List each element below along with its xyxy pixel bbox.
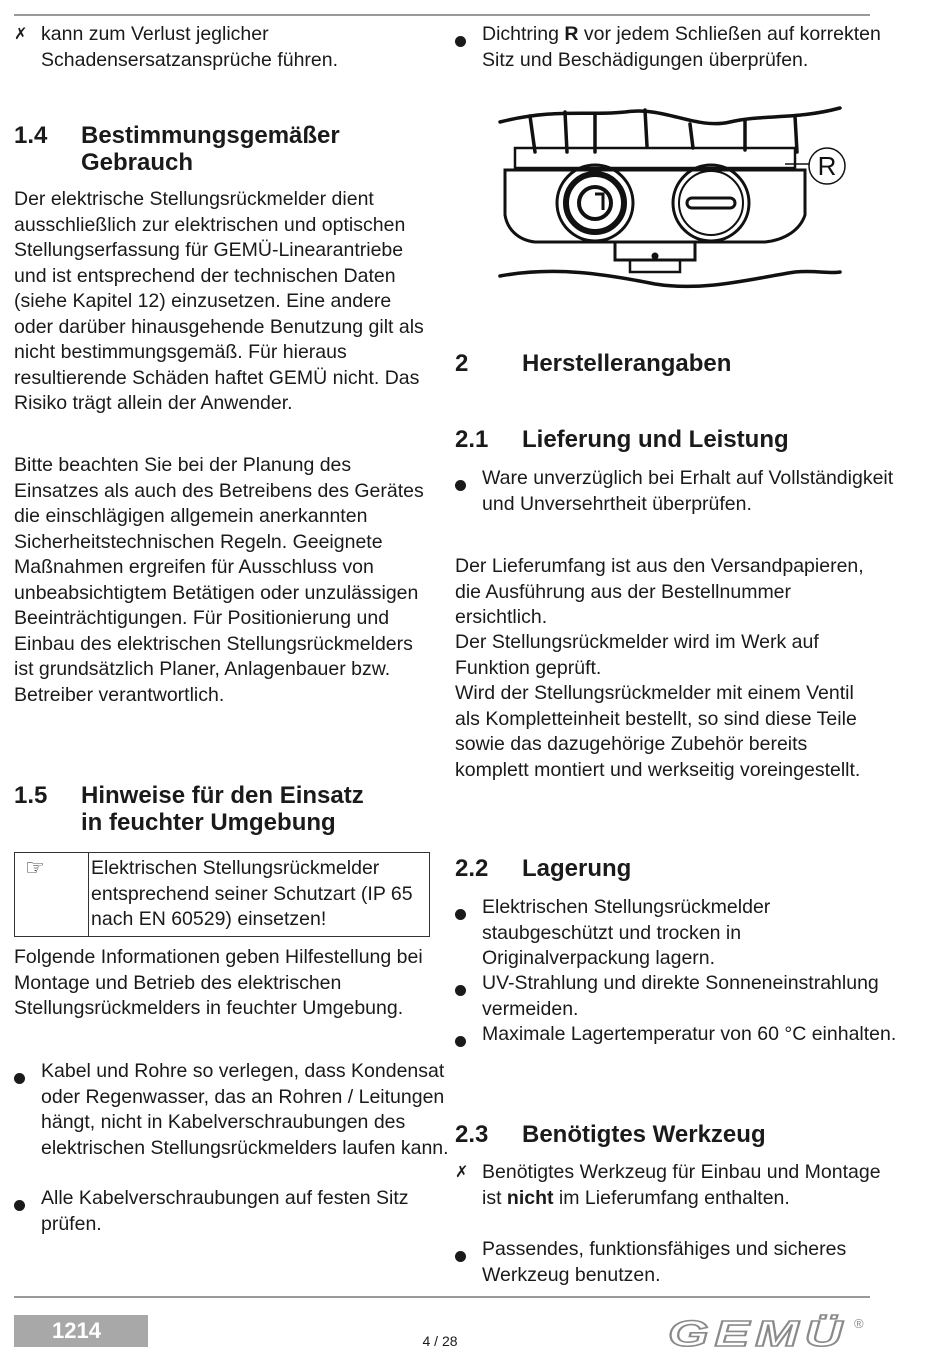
- list-item-text: Ware unverzüglich bei Erhalt auf Vollständigkeit und Unversehrtheit überprüfen.: [482, 467, 894, 515]
- list-item: [455, 971, 902, 1022]
- section-number: 2: [455, 350, 469, 377]
- section-2-1-heading: [455, 426, 875, 453]
- paragraph: Der Lieferumfang ist aus den Versandpapieren, die Ausführung aus der Bestellnummer ersichtlich.: [455, 555, 864, 628]
- list-item-text: UV-Strahlung und direkte Sonneneinstrahlung vermeiden.: [482, 972, 879, 1020]
- list-item-text: Alle Kabelverschraubungen auf festen Sitz prüfen.: [41, 1187, 409, 1235]
- list-item: [455, 466, 902, 517]
- section-1-4-heading: [14, 122, 432, 176]
- section-2-2-heading: [455, 855, 875, 882]
- document-number: 1214: [14, 1315, 148, 1347]
- section-title-line1: Bestimmungsgemäßer: [81, 122, 340, 149]
- section-title: Lieferung und Leistung: [522, 426, 789, 453]
- paragraph: Wird der Stellungsrückmelder mit einem Ventil als Kompletteinheit bestellt, so sind diese Teile sowie das dazugehörige Zubehör bereits komplett montiert und werkseitig voreingestellt.: [455, 682, 861, 781]
- paragraph: Der Stellungsrückmelder wird im Werk auf Funktion geprüft.: [455, 631, 819, 679]
- section-number: 1.5: [14, 782, 48, 809]
- registered-mark: ®: [854, 1316, 864, 1331]
- section-number: 2.2: [455, 855, 489, 882]
- bullet-icon: [455, 1022, 475, 1048]
- device-seal-figure: [495, 100, 855, 296]
- bottom-rule: [14, 1296, 870, 1298]
- section-2-heading: [455, 350, 875, 377]
- cross-mark-icon: ✗: [455, 1164, 469, 1181]
- pointing-hand-icon: ☞: [15, 853, 89, 936]
- brand-text: GEMÜ: [668, 1314, 848, 1350]
- list-item: [455, 895, 902, 972]
- bullet-icon: [455, 895, 475, 921]
- section-number: 2.3: [455, 1121, 489, 1148]
- list-item-text: Maximale Lagertemperatur von 60 °C einhalten.: [482, 1023, 897, 1045]
- note-box: [14, 852, 430, 937]
- list-item: [455, 22, 902, 73]
- section-title: Herstellerangaben: [522, 350, 732, 377]
- section-title-line2: Gebrauch: [81, 149, 194, 176]
- paragraph: Folgende Informationen geben Hilfestellung bei Montage und Betrieb des elektrischen Stellungsrückmelders in feuchter Umgebung.: [14, 946, 423, 1019]
- top-rule: [14, 14, 870, 16]
- section-2-3-heading: [455, 1121, 875, 1148]
- list-item: [14, 1186, 459, 1237]
- figure-label-r: R: [817, 151, 837, 181]
- cross-mark-icon: ✗: [14, 26, 28, 43]
- section-1-5-heading: [14, 782, 432, 836]
- list-item-text: Elektrischen Stellungsrückmelder staubgeschützt und trocken in Originalverpackung lagern.: [482, 896, 771, 969]
- paragraph: Bitte beachten Sie bei der Planung des Einsatzes als auch des Betreibens des Gerätes die einschlägigen allgemein anerkannten Sicherheitstechnischen Regeln. Geeignete Maßnahmen ergreifen für Ausschluss von unbeabsichtigtem Betätigen oder unzulässigen Beeinträchtigungen. Für Positionierung und Einbau des elektrischen Stellungsrückmelders ist grundsätzlich Planer, Anlagenbauer bzw. Betreiber verantwortlich.: [14, 454, 424, 706]
- list-item-text: Kabel und Rohre so verlegen, dass Kondensat oder Regenwasser, das an Rohren / Leitungen hängt, nicht in Kabelverschraubungen des elektrischen Stellungsrückmelders laufen kann.: [41, 1060, 449, 1159]
- paragraph: Der elektrische Stellungsrückmelder dient ausschließlich zur elektrischen und optischen Stellungserfassung für GEMÜ-Linearantriebe und ist entsprechend der technischen Daten (siehe Kapitel 12) einzusetzen. Eine andere oder darüber hinausgehende Benutzung gilt als nicht bestimmungsgemäß. Für hieraus resultierende Schäden haftet GEMÜ nicht. Das Risiko trägt allein der Anwender.: [14, 188, 424, 414]
- list-item: [455, 1237, 902, 1288]
- list-item-text: kann zum Verlust jeglicher Schadensersatzansprüche führen.: [41, 23, 339, 71]
- list-item-text: Dichtring R vor jedem Schließen auf korrekten Sitz und Beschädigungen überprüfen.: [482, 23, 881, 71]
- section-title: Lagerung: [522, 855, 632, 882]
- bullet-icon: [455, 466, 475, 492]
- list-item: [14, 22, 459, 73]
- gemu-logo: [668, 1314, 868, 1350]
- section-title-line1: Hinweise für den Einsatz: [81, 782, 364, 809]
- section-title: Benötigtes Werkzeug: [522, 1121, 766, 1148]
- list-item-text: Benötigtes Werkzeug für Einbau und Montage ist nicht im Lieferumfang enthalten.: [482, 1161, 881, 1209]
- section-number: 1.4: [14, 122, 48, 149]
- list-item: [455, 1022, 902, 1048]
- section-title-line2: in feuchter Umgebung: [81, 809, 336, 836]
- note-text: Elektrischen Stellungsrückmelder entsprechend seiner Schutzart (IP 65 nach EN 60529) einsetzen!: [91, 857, 413, 930]
- bullet-icon: [455, 971, 475, 997]
- bullet-icon: [14, 1186, 34, 1212]
- bullet-icon: [14, 1059, 34, 1085]
- list-item: [14, 1059, 459, 1161]
- section-number: 2.1: [455, 426, 489, 453]
- list-item: [455, 1160, 902, 1211]
- page-number: 4 / 28: [422, 1333, 458, 1349]
- bullet-icon: [455, 1237, 475, 1263]
- bullet-icon: [455, 22, 475, 48]
- list-item-text: Passendes, funktionsfähiges und sicheres Werkzeug benutzen.: [482, 1238, 847, 1286]
